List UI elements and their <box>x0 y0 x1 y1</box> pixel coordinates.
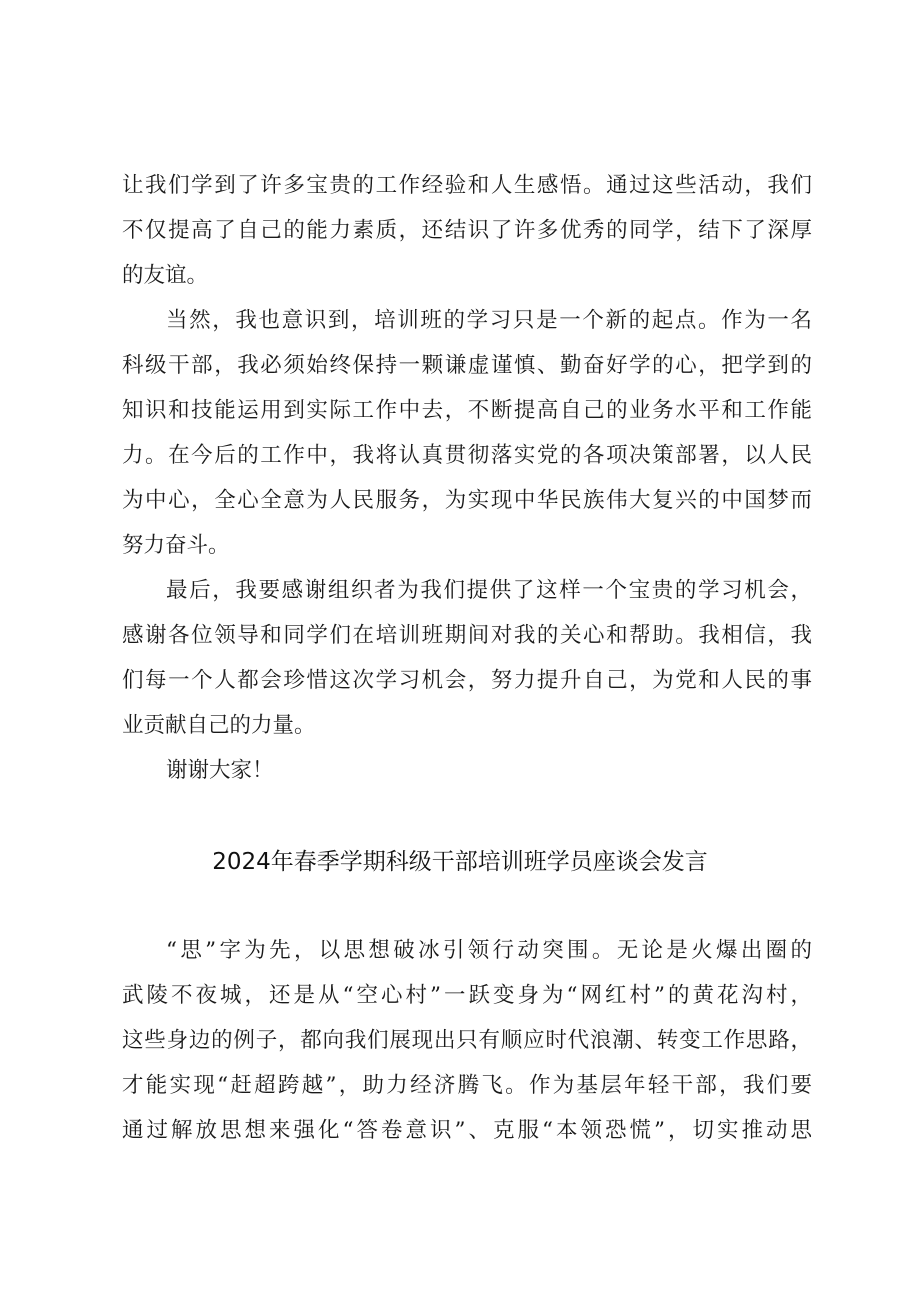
paragraph-2-line-2: 科级干部，我必须始终保持一颗谦虚谨慎、勤奋好学的心，把学到的 <box>122 353 812 378</box>
paragraph-4-line-4: 才能实现“赶超跨越”，助力经济腾飞。作为基层年轻干部，我们要 <box>122 1073 812 1098</box>
paragraph-2-line-1: 当然，我也意识到，培训班的学习只是一个新的起点。作为一名 <box>166 308 812 333</box>
paragraph-4-line-2: 武陵不夜城，还是从“空心村”一跃变身为“网红村”的黄花沟村， <box>122 983 812 1008</box>
paragraph-1-line-2: 不仅提高了自己的能力素质，还结识了许多优秀的同学，结下了深厚 <box>122 218 812 243</box>
paragraph-2-line-6: 努力奋斗。 <box>122 533 230 558</box>
paragraph-3-line-2: 感谢各位领导和同学们在培训班期间对我的关心和帮助。我相信，我 <box>122 623 812 648</box>
paragraph-2-line-4: 力。在今后的工作中，我将认真贯彻落实党的各项决策部署，以人民 <box>122 443 812 468</box>
paragraph-4-line-1: “思”字为先，以思想破冰引领行动突围。无论是火爆出圈的 <box>166 938 812 963</box>
paragraph-2-line-5: 为中心，全心全意为人民服务，为实现中华民族伟大复兴的中国梦而 <box>122 488 812 513</box>
paragraph-3-line-4: 业贡献自己的力量。 <box>122 713 316 738</box>
speech-heading: 2024年春季学期科级干部培训班学员座谈会发言 <box>212 849 708 875</box>
paragraph-3-line-3: 们每一个人都会珍惜这次学习机会，努力提升自己，为党和人民的事 <box>122 668 812 693</box>
closing-line: 谢谢大家！ <box>166 758 274 783</box>
paragraph-2-line-3: 知识和技能运用到实际工作中去，不断提高自己的业务水平和工作能 <box>122 398 812 423</box>
paragraph-4-line-5: 通过解放思想来强化“答卷意识”、克服“本领恐慌”，切实推动思 <box>122 1118 812 1143</box>
paragraph-4-line-3: 这些身边的例子，都向我们展现出只有顺应时代浪潮、转变工作思路， <box>122 1028 812 1053</box>
paragraph-1-line-1: 让我们学到了许多宝贵的工作经验和人生感悟。通过这些活动，我们 <box>122 173 812 198</box>
paragraph-1-line-3: 的友谊。 <box>122 263 209 288</box>
paragraph-3-line-1: 最后，我要感谢组织者为我们提供了这样一个宝贵的学习机会， <box>166 578 812 603</box>
